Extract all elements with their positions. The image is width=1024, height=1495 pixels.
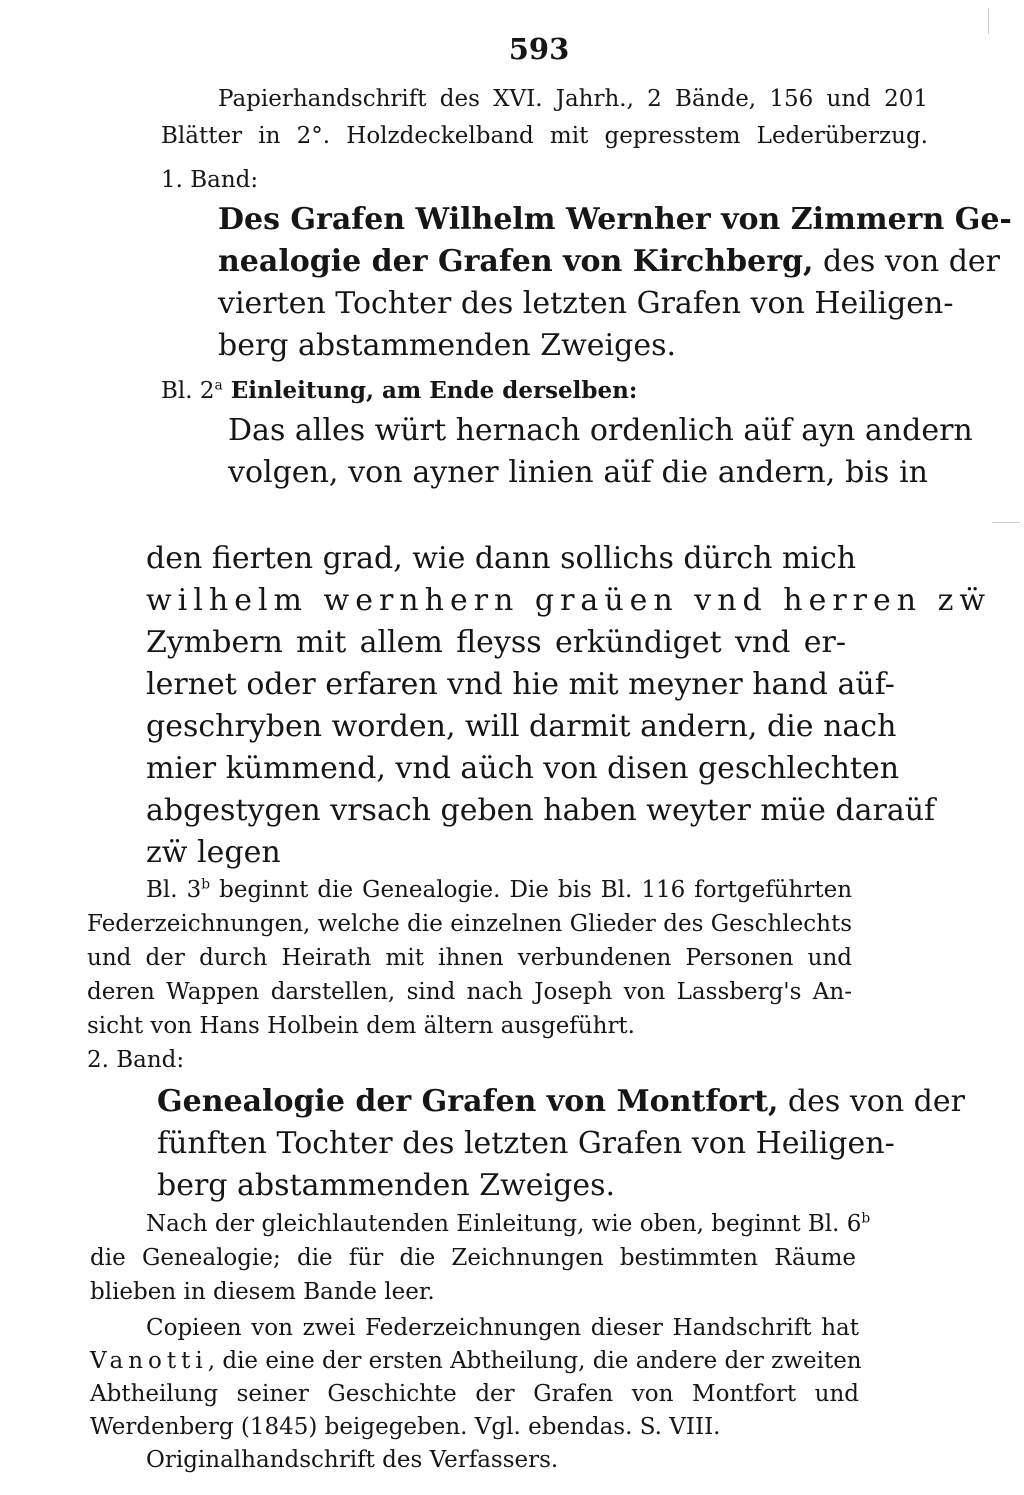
band2-title-line-2: fünften Tochter des letzten Grafen von Heiligen- (157, 1126, 895, 1161)
scan-edge-mark (992, 522, 1020, 523)
quote-line: lernet oder erfaren vnd hie mit meyner hand aüf- (146, 667, 895, 702)
copies-line-4: Werdenberg (1845) beigegeben. Vgl. ebendas. S. VIII. (90, 1414, 721, 1440)
quote-line: den fierten grad, wie dann sollichs dürch mich (146, 541, 857, 576)
band2-note-line-3: blieben in diesem Bande leer. (90, 1279, 435, 1305)
band2-title-line-1 (157, 1084, 965, 1119)
genealogy-ref: Bl. 3 (146, 877, 202, 903)
band1-title-line-4: berg abstammenden Zweiges. (218, 328, 677, 363)
original-note: Originalhandschrift des Verfassers. (146, 1447, 559, 1473)
genealogy-text: beginnt die Genealogie. Die bis Bl. 116 fortgeführten (210, 877, 853, 903)
quote-line: abgestygen vrsach geben haben weyter müe daraüf (146, 793, 936, 828)
quote-line: volgen, von ayner linien aüf die andern, bis in (228, 455, 928, 490)
band1-title-line-3: vierten Tochter des letzten Grafen von Heiligen- (218, 286, 954, 321)
scan-edge-mark (988, 8, 989, 34)
genealogy-note-line-4: deren Wappen darstellen, sind nach Joseph von Lassberg's An- (87, 979, 852, 1005)
page-number: 593 (508, 32, 570, 66)
band1-title-bold: Des Grafen Wilhelm Wernher von Zimmern Ge- (218, 202, 1012, 237)
einleitung-ref-sup: a (214, 377, 223, 394)
band1-title-text: des von der (813, 244, 1001, 279)
band2-note-sup: b (861, 1210, 871, 1227)
genealogy-note-line-5: sicht von Hans Holbein dem ältern ausgeführt. (87, 1013, 635, 1039)
quote-line: geschryben worden, will darmit andern, die nach (146, 709, 897, 744)
einleitung-text: Einleitung, am Ende derselben: (222, 377, 638, 404)
quote-line: Das alles würt hernach ordenlich aüf ayn andern (228, 413, 973, 448)
einleitung-ref: Bl. 2 (161, 378, 215, 404)
genealogy-note-line-2: Federzeichnungen, welche die einzelnen Glieder des Geschlechts (87, 911, 852, 937)
intro-line-2: Blätter in 2°. Holzdeckelband mit gepresstem Lederüberzug. (161, 123, 928, 149)
band2-title-bold: Genealogie der Grafen von Montfort, (157, 1084, 779, 1119)
einleitung-label (161, 377, 661, 404)
band2-note-line-1 (146, 1210, 871, 1237)
quote-line: mier kümmend, vnd aüch von disen geschlechten (146, 751, 900, 786)
band2-title-text: des von der (778, 1084, 965, 1119)
quote-line: Zymbern mit allem fleyss erkündiget vnd er- (146, 625, 846, 660)
copies-line-3: Abtheilung seiner Geschichte der Grafen von Montfort und (90, 1381, 859, 1407)
quote-line: wilhelm wernhern graüen vnd herren zẅ (146, 583, 992, 618)
copies-line-1: Copieen von zwei Federzeichnungen dieser Handschrift hat (146, 1315, 859, 1341)
intro-line-1: Papierhandschrift des XVI. Jahrh., 2 Bände, 156 und 201 (218, 86, 928, 112)
genealogy-ref-sup: b (201, 876, 211, 893)
band2-note-text: Nach der gleichlautenden Einleitung, wie oben, beginnt Bl. 6 (146, 1211, 862, 1237)
band1-title-line-2 (218, 244, 1001, 279)
band2-note-line-2: die Genealogie; die für die Zeichnungen bestimmten Räume (90, 1245, 856, 1271)
band1-title-line-1 (218, 202, 1012, 237)
quote-line: zẅ legen (146, 835, 281, 870)
copies-text: , die eine der ersten Abtheilung, die andere der zweiten (207, 1348, 862, 1374)
band2-title-line-3: berg abstammenden Zweiges. (157, 1168, 616, 1203)
band1-title-bold: nealogie der Grafen von Kirchberg, (218, 244, 814, 279)
copies-line-2 (90, 1348, 862, 1374)
copies-author-name: Vanotti (90, 1348, 208, 1374)
band1-label: 1. Band: (161, 167, 259, 193)
band2-label: 2. Band: (87, 1047, 185, 1073)
genealogy-note-line-1 (146, 877, 852, 903)
genealogy-note-line-3: und der durch Heirath mit ihnen verbundenen Personen und (87, 945, 852, 971)
